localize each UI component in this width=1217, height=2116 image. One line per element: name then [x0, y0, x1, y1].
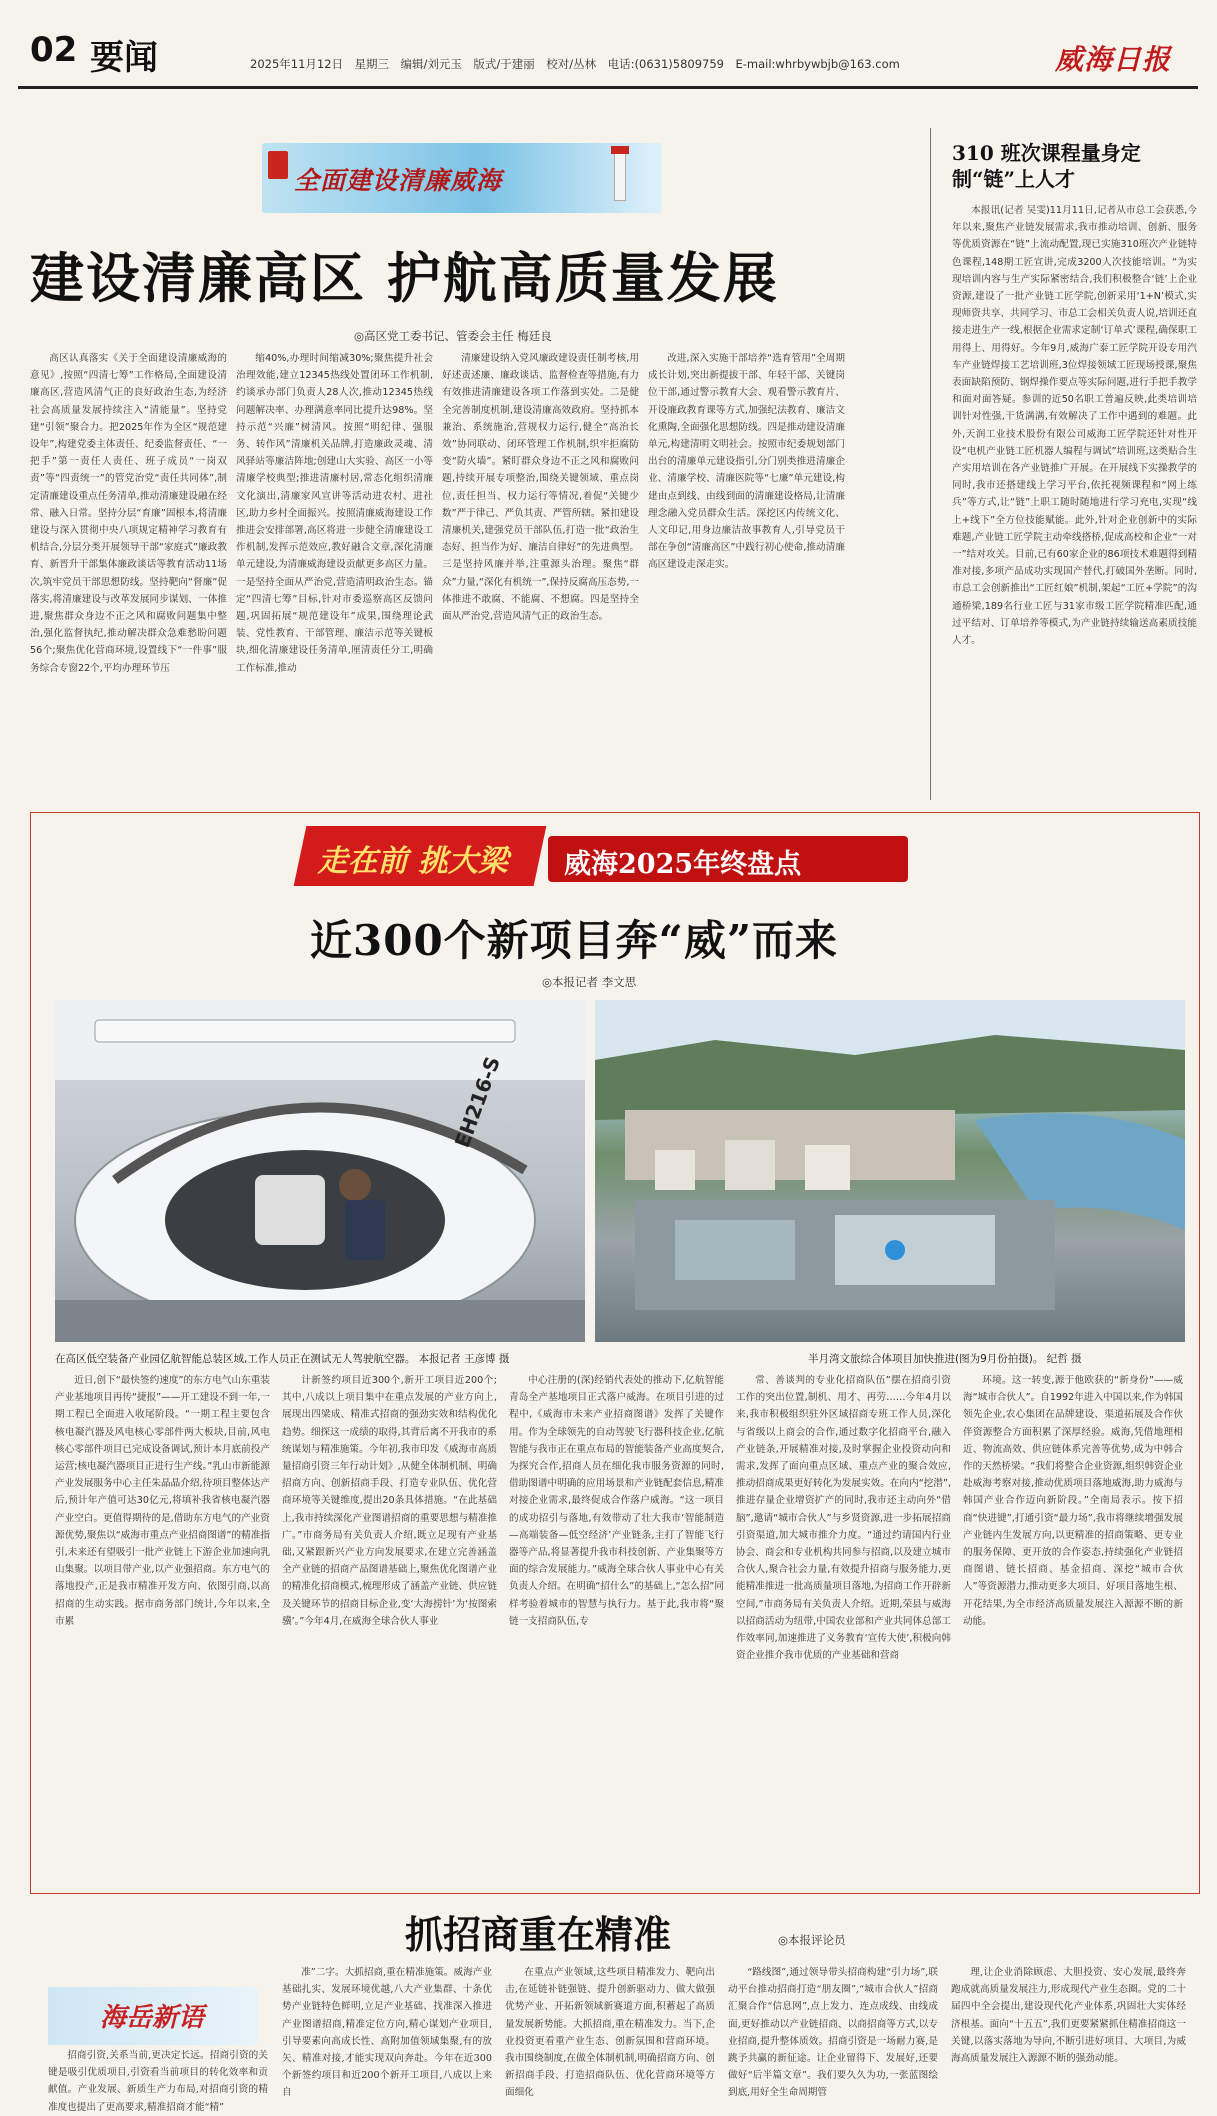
- article-column: 清廉建设纳入党风廉政建设责任制考核,用好述责述廉、廉政谈话、监督检查等措施,有力有效推进清廉建设各项工作落到实处。二是健全完善制度机制,建设清廉高效政府。坚持抓本兼治、系统施治,营规权力运行,健全“高治长效”协同联动、闭环管理工作机制,织牢拒腐防变“防火墙”。紧盯群众身边不正之风和腐败问题,持续开展专项整治,围绕关键领域、重点岗位,责任担当、权力运行等情况,着促“关键少数”严于律己、严负其责、严管所辖。紧扣建设清廉机关,建强党员干部队伍,打造一批“政治生态好、担当作为好、廉洁自律好”的先进典型。三是坚持风廉并举,注重源头治理。聚焦“群众”力量,“深化有机统一”,保持反腐高压态势,一体推进不敢腐、不能腐、不想腐。四是坚持全面从严治党,营造风清气正的政治生态。: [442, 353, 639, 623]
- commentary-byline: ◎本报评论员: [778, 1933, 846, 1947]
- banner-text: 全面建设清廉威海: [294, 166, 503, 195]
- masthead-rule: [18, 86, 1198, 89]
- side-article-title: 310 班次课程量身定制“链”上人才: [952, 141, 1141, 191]
- commentary-column: 理,让企业消除顾虑、大胆投资、安心发展,最终奔跑成就高质量发展注力,形成现代产业生态圈。党的二十届四中全会提出,建设现代化产业体系,巩固壮大实体经济根基。面向“十五五”,我们更要紧紧抓住精准招商这一关键,以落实落地为导向,不断引进好项目、大项目,为威海高质量发展注入源源不断的强劲动能。: [951, 1967, 1186, 2065]
- article-byline: ◎高区党工委书记、管委会主任 梅廷良: [354, 329, 552, 343]
- feature-column: 常、善谈判的专业化招商队伍”摆在招商引资工作的突出位置,制机、用才、再劳……今年4月以来,我市积极组织驻外区域招商专班工作人员,深化与省级以上商会的合作,通过数字化招商平台,融入产业链条,开展精准对接,及时掌握企业投资动向和需求,发挥了面向重点区域、重点产业的聚合效应,推动招商成果更好转化为发展实效。在向内“挖潜”,推进存量企业增资扩产的同时,我市还主动向外“借脑”,邀请“城市合伙人”与乡贤资源,进一步拓展招商引资渠道,加大城市推介力度。“通过约请国内行业协会、商会和专业机构共同参与招商,以及建立城市合伙人,聚合社会力量,有效提升招商与服务能力,更能精准推进一批高质量项目落地,为招商工作开辟新空间,”市商务局有关负责人介绍。近期,荣县与威海以招商活动为纽带,中国农业部和产业共同体总部工作效率同,加速推进了义务教育‘宣传大使’,积极向韩资企业推介我市优质的产业基础和营商: [736, 1375, 951, 1662]
- article-column: 缩40%,办理时间缩减30%;聚焦提升社会治理效能,建立12345热线处置闭环工作机制,约谈承办部门负责人28人次,推动12345热线问题解决率、办理满意率同比提升达98%。坚持示范“兴廉”树清风。按照“明纪律、强服务、转作风”清廉机关品牌,打造廉政灵魂、清风驿站等廉洁阵地;创建山大实验、高区一小等清廉学校典型;推进清廉村居,常态化组织清廉文化演出,清廉家风宣讲等活动进农村、进社区,助力乡村全面振兴。按照清廉威海建设工作推进会安排部署,高区将进一步健全清廉建设工作机制,发挥示范效应,教好融合文章,深化清廉单元建设,为清廉威海建设贡献更多高区力量。一是坚持全面从严治党,营造清明政治生态。锚定“四清七筹”目标,针对市委巡察高区反馈问题,巩固拓展“规范建设年”成果,围绕理论武装、党性教育、干部管理、廉洁示范等关键板块,细化清廉建设任务清单,厘清责任分工,明确工作标准,推动: [236, 353, 433, 674]
- commentary-headline: 抓招商重在精准: [405, 1912, 672, 1957]
- side-article-body: 本报讯(记者 吴雯)11月11日,记者从市总工会获悉,今年以来,聚焦产业链发展需求,我市推动培训、创新、服务等优质资源在“链”上流动配置,现已实施310班次产业链特色课程,148期工匠宣讲,完成3200人次技能培训。“为实现培训内容与生产实际紧密结合,我们积极整合‘链’上企业资源,建设了一批产业链工匠学院,创新采用‘1+N’模式,实现师资共享、共同学习、市总工会相关负责人说,培训还直接走进生产一线,根据企业需求定制‘订单式’课程,确保职工用得上、用得好。今年9月,威海广泰工匠学院开设专用汽车产业链焊接工艺培训班,3位焊接领域工匠现场授课,聚焦表面缺陷预防、钢焊操作要点等实际问题,进行手把手教学和面对面答疑。参训的近50名职工普遍反映,此类培训培训针对性强,干货满满,有效解决了工作中遇到的难题。此外,天润工业技术股份有限公司威海工匠学院还针对性开设“电机产业链工匠机器人编程与调试”培训班,这类贴合生产实用培训在各产业链推广开展。在开展线下实操教学的同时,我市还搭建线上学习平台,依托视频课程和“网上练兵”等方式,让“链”上职工随时随地进行学习充电,实现“线上+线下”全方位技能赋能。此外,针对企业创新中的实际难题,产业链工匠学院主动牵线搭桥,促成高校和企业“一对一”结对攻关。目前,已有60家企业的86项技术难题得到精准对接,多项产品成功实现国产替代,打破国外垄断。同时,市总工会创新推出“工匠红娘”机制,架起“工匠+学院”的沟通桥梁,189名行业工匠与31家市级工匠学院精准匹配,通过平结对、订单培养等模式,为产业链持续输送高素质技能人才。: [952, 205, 1197, 647]
- article-headline: 建设清廉高区 护航高质量发展: [30, 246, 779, 310]
- kicker-label-secondary: 威海2025年终盘点: [548, 836, 908, 882]
- column-tag: 海岳新语: [48, 1987, 258, 2045]
- page-number: 02: [30, 30, 78, 70]
- section-title: 要闻: [90, 38, 158, 78]
- feature-column: 计新签约项目近300个,新开工项目近200个;其中,八成以上项目集中在重点发展的产业方向上,展现出四梁成、精准式招商的强劲实效和结构优化趋势。细探这一成绩的取得,其背后离不开我市的系统谋划与精准施策。今年初,我市印发《威海市高质量招商引资三年行动计划》,从健全体制机制、明确招商方向、创新招商手段、打造专业队伍、优化营商环境等关键维度,提出20条具体措施。“在此基础上,我市持续深化产业图谱招商的重要思想与精准推广。”市商务局有关负责人介绍,既立足现有产业基础,又紧跟新兴产业方向发展要求,在建立完善涵盖全产业链的招商产品图谱基础上,聚焦优化图谱产业的精准化招商模式,梳理形成了涵盖产业链、供应链及关键环节的招商目标企业,变‘大海捞针’为‘按图索骥’。”今年4月,在威海全球合伙人事业: [282, 1375, 497, 1627]
- feature-column: 环境。这一转变,源于他欧获的“新身份”——威海“城市合伙人”。自1992年进入中国以来,作为韩国领先企业,农心集团在品牌建设、渠道拓展及合作伙伴资源整合方面积累了深厚经验。威海,凭借地理相近、物流高效、供应链体系完善等优势,成为中韩合作的天然桥梁。“我们将整合企业资源,组织韩资企业赴威海考察对接,推动优质项目落地威海,助力威海与韩国产业合作迈向新阶段。”全南局表示。按下招商“快进键”,打通引资“最力场”,我市将继续增强发展产业链内生发展方向,以更精准的招商策略、更专业的服务保障、更开放的合作姿态,持续强化产业链招商图谱、链长招商、基金招商、深挖“城市合伙人”等资源潜力,推动更多大项目、好项目落地生根、开花结果,为全市经济高质量发展注入源源不断的新动能。: [963, 1375, 1183, 1627]
- campaign-banner: [262, 143, 662, 213]
- masthead-meta: 2025年11月12日 星期三 编辑/刘元玉 版式/于建丽 校对/丛林 电话:(0631)5809759 E-mail:whrbywbjb@163.com: [250, 57, 900, 71]
- kicker-label: 走在前 挑大梁: [294, 826, 547, 886]
- feature-byline: ◎本报记者 李文思: [542, 975, 637, 989]
- feature-headline: 近300个新项目奔“威”而来: [310, 916, 838, 965]
- commentary-column: “路线图”,通过领导带头招商构建“引力场”,联动平台推动招商打造“朋友圈”,“城市合伙人”招商汇聚合作“信息网”,点上发力、连点成线、由线成面,更好推动以产业链招商、以商招商等方式,以专业招商,提升整体质效。招商引资是一场耐力赛,是跳予共赢的新征途。让企业留得下、发展好,还要做好“后半篇文章”。我们要久久为功,一张蓝图绘到底,用好全生命周期管: [728, 1967, 938, 2099]
- photo-aircraft-testing: [55, 1000, 585, 1342]
- seal-icon: [268, 151, 288, 179]
- newspaper-logo: 威海日报: [1055, 43, 1172, 76]
- aircraft-model-label: EH216-S: [449, 1053, 505, 1151]
- commentary-column: 招商引资,关系当前,更决定长远。招商引资的关键是吸引优质项目,引资看当前项目的转化效率和贡献值。产业发展、新质生产力布局,对招商引资的精准度也提出了更高要求,精准招商才能“精”: [48, 2050, 268, 2113]
- column-divider: [930, 128, 931, 800]
- photo-caption: 在高区低空装备产业园亿航智能总装区域,工作人员正在测试无人驾驶航空器。 本报记者 王彦博 摄: [55, 1353, 510, 1365]
- photo-bay-project: [595, 1000, 1185, 1342]
- commentary-column: 准”二字。大抓招商,重在精准施策。威海产业基础扎实、发展环境优越,八大产业集群、十条优势产业链特色鲜明,立足产业基础、找准深入推进产业图谱招商,精准定位方向,精心谋划产业项目,引导要素向高成长性、高附加值领域集聚,有的放矢、精准对接,才能实现双向奔赴。今年在近300个新签约项目和近200个新开工项目,八成以上来自: [282, 1967, 492, 2099]
- feature-column: 中心注册的(深)经销代表处的推动下,亿航智能青岛全产基地项目正式落户威海。在项目引进的过程中,《威海市未来产业招商图谱》发挥了关键作用。作为全球领先的自动驾驶飞行器科技企业,亿航智能与我市正在重点布局的智能装备产业高度契合,为探究合作,招商人员在细化我市服务资源的同时,借助图谱中明确的应用场景和产业链配套信息,精准对接企业需求,最终促成合作落户威海。“这一项目的成功招引与落地,有效带动了壮大我市‘智能制造—高端装备—低空经济’产业链条,主打了智能飞行器等产品,将显著提升我市科技创新、产业集聚等方面的综合发展能力。”威海全球合伙人事业中心有关负责人介绍。在明确“招什么”的基础上,“怎么招”同样考验着城市的智慧与执行力。基于此,我市将“聚链一支招商队伍,专: [509, 1375, 724, 1627]
- feature-column: 近日,创下“最快签约速度”的东方电气山东重装产业基地项目再传“捷报”——开工建设不到一年,一期工程已全面进入收尾阶段。“一期工程主要包含核电凝汽器及风电核心零部件两大板块,目前,风电核心零部件项目已完成设备调试,预计本月底前投产运营;核电凝汽器项目正进行生产线。”乳山市新能源产业发展服务中心主任朱晶晶介绍,待项目整体达产后,预计年产值可达30亿元,将填补我省核电凝汽器产业空白。更值得期待的是,借助东方电气的产业资源优势,聚焦以“威海市重点产业招商图谱”的精准指引,未来还有望吸引一批产业链上下游企业加速向乳山集聚。以项目带产业,以产业强招商。东方电气的落地投产,正是我市精准开发方向、依图引商,以高招商的生动实践。据市商务部门统计,今年以来,全市累: [55, 1375, 270, 1627]
- commentary-column: 在重点产业领域,这些项目精准发力、靶向出击,在延链补链强链、提升创新驱动力、做大做强优势产业、开拓新领域新赛道方面,积蓄起了高质量发展新势能。大抓招商,重在精准发力。当下,企业投资更看重产业生态、创新氛围和营商环境。我市围绕制度,在做全体制机制,明确招商方向、创新招商手段、打造招商队伍、优化营商环境等方面细化: [505, 1967, 715, 2099]
- lighthouse-icon: [614, 151, 626, 201]
- article-column: 高区认真落实《关于全面建设清廉威海的意见》,按照“四清七筹”工作格局,全面建设清廉高区,营造风清气正的良好政治生态,为经济社会高质量发展持续注入“清能量”。坚持党建“引领”聚合力。把2025年作为全区“规范建设年”,构建党委主体责任、纪委监督责任、“一把手”第一责任人责任、班子成员“一岗双责”等“四责统一”的管党治党“责任共同体”,制定清廉建设重点任务清单,推动清廉建设融在经常、融入日常。坚持分层“育廉”固根本,将清廉建设与深入贯彻中央八项规定精神学习教育有机结合,分层分类开展领导干部“家庭式”廉政教育、新晋升干部集体廉政谈话等教育活动11场次,筑牢党员干部思想防线。坚持靶向“督廉”促落实,将清廉建设与改革发展同步谋划、一体推进,聚焦群众身边不正之风和腐败问题集中整治,强化监督执纪,推动解决群众急难愁盼问题56个;聚焦优化营商环境,设置线下“一件事”服务综合专窗22个,平均办理环节压: [30, 353, 227, 674]
- article-column: 改进,深入实施干部培养“选育管用”全周期成长计划,突出新提拔干部、年轻干部、关键岗位干部,通过警示教育大会、观看警示教育片、开设廉政教育课等方式,加强纪法教育、廉洁文化熏陶,全面强化思想防线。四是推动建设清廉单元,构建清明文明社会。按照市纪委规划部门出台的清廉单元建设指引,分门别类推进清廉企业、清廉学校、清廉医院等“七廉”单元建设,构建由点到线、由线到面的清廉建设格局,让清廉理念融入党员群众生活。深挖区内传统文化、人文印记,用身边廉洁故事教育人,引导党员干部在争创“清廉高区”中践行初心使命,推动清廉高区建设走深走实。: [648, 353, 845, 571]
- photo-caption: 半月湾文旅综合体项目加快推进(图为9月份拍摄)。 纪哲 摄: [808, 1353, 1082, 1365]
